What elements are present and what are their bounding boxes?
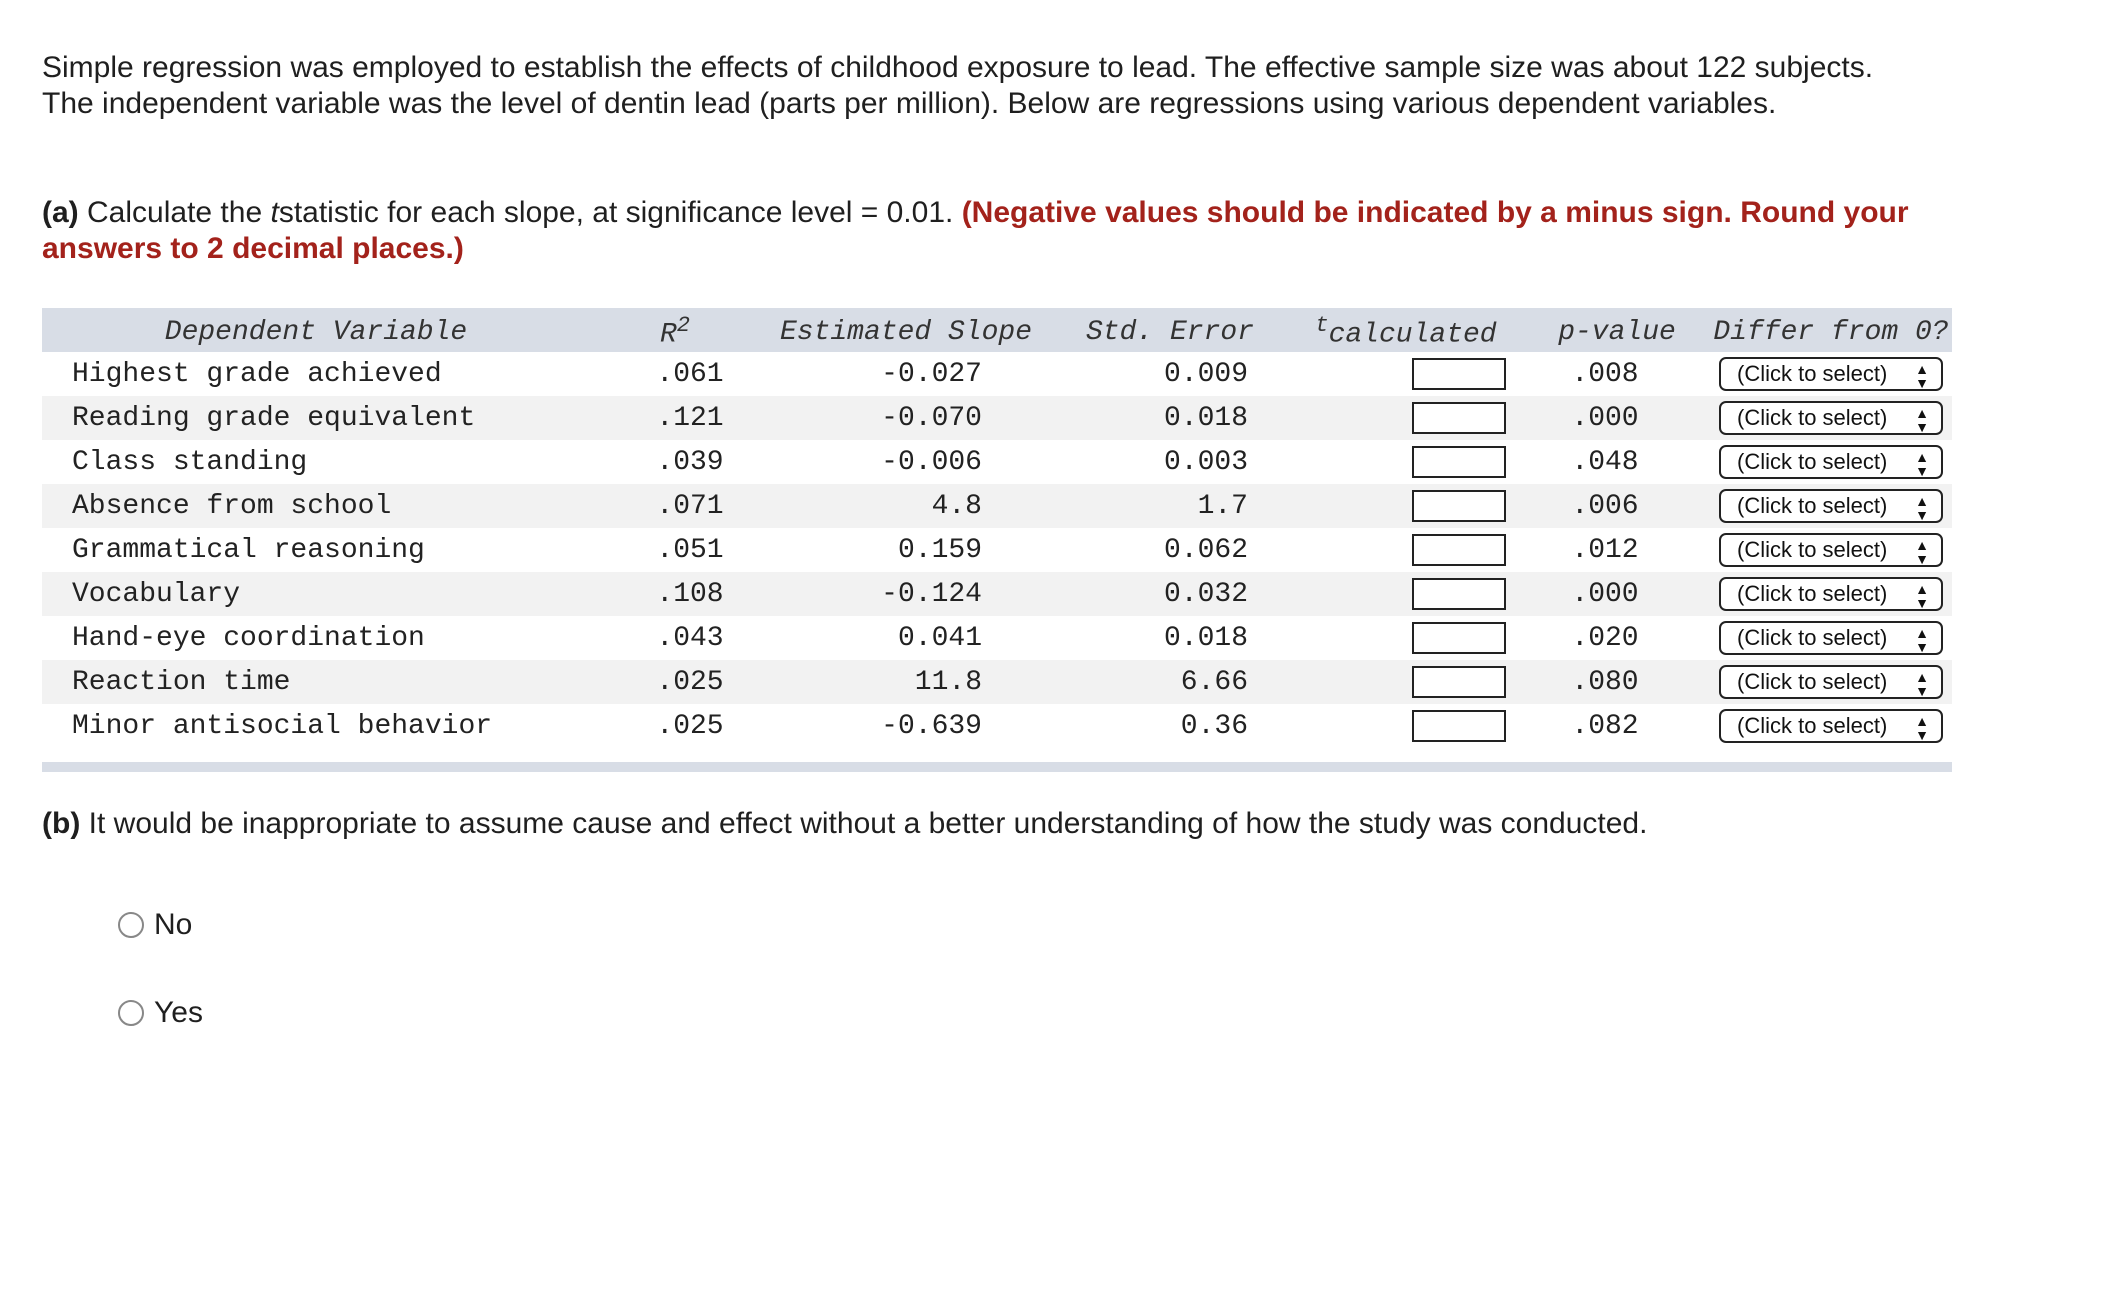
differ-from-0-select[interactable] [1719,621,1943,655]
cell-r2: .071 [656,490,724,522]
cell-r2: .025 [656,710,724,742]
cell-r2: .043 [656,622,724,654]
table-row [42,484,1952,528]
part-a-text-before: Calculate the [87,196,263,229]
cell-p-value: .082 [1571,710,1639,742]
cell-p-value: .000 [1571,402,1639,434]
t-calculated-input[interactable] [1412,402,1506,434]
header-p-value: p-value [1558,316,1676,348]
t-calculated-input[interactable] [1412,666,1506,698]
cell-differ-from-0 [1710,704,1952,748]
cell-std-error: 0.36 [1180,710,1248,742]
cell-dependent-variable: Absence from school [72,490,392,522]
cell-estimated-slope: -0.124 [881,578,982,610]
cell-t-calculated [1288,440,1524,484]
select-arrows-icon: ▲ ▼ [1915,537,1929,567]
cell-p-value: .048 [1571,446,1639,478]
cell-dependent-variable: Highest grade achieved [72,358,442,390]
regression-table [42,308,1952,748]
cell-std-error: 0.062 [1163,534,1248,566]
cell-dependent-variable: Minor antisocial behavior [72,710,493,742]
cell-differ-from-0 [1710,572,1952,616]
cell-dependent-variable: Grammatical reasoning [72,534,425,566]
part-a-text-after: statistic for each slope, at significance level = 0.01. [278,196,954,229]
cell-dependent-variable: Class standing [72,446,308,478]
differ-from-0-select[interactable] [1719,357,1943,391]
cell-r2: .061 [656,358,724,390]
radio-option-no[interactable] [118,908,192,942]
part-a-label: (a) [42,196,79,229]
header-r2: $R^2$ [659,313,690,351]
table-row [42,352,1952,396]
cell-differ-from-0 [1710,528,1952,572]
cell-t-calculated [1288,528,1524,572]
part-b-label: (b) [42,807,81,840]
cell-t-calculated [1288,572,1524,616]
radio-button-no[interactable] [118,912,144,938]
table-body [42,352,1952,748]
header-differ-from-0: Differ from 0? [1713,316,1949,348]
cell-r2: .108 [656,578,724,610]
select-value: (Click to select) [1737,361,1888,386]
cell-t-calculated [1288,352,1524,396]
differ-from-0-select[interactable] [1719,533,1943,567]
table-row [42,396,1952,440]
table-row [42,572,1952,616]
table-row [42,528,1952,572]
select-arrows-icon: ▲ ▼ [1915,581,1929,611]
cell-estimated-slope: 11.8 [914,666,982,698]
cell-dependent-variable: Hand-eye coordination [72,622,425,654]
cell-std-error: 0.018 [1163,622,1248,654]
table-row [42,660,1952,704]
select-value: (Click to select) [1737,449,1888,474]
select-arrows-icon: ▲ ▼ [1915,669,1929,699]
differ-from-0-select[interactable] [1719,489,1943,523]
t-symbol: t [270,196,279,229]
cell-std-error: 0.003 [1163,446,1248,478]
select-value: (Click to select) [1737,493,1888,518]
part-a-instruction: (Negative values should be indicated by a minus sign. Round your answers to 2 decimal places.) [42,196,1909,265]
select-arrows-icon: ▲ ▼ [1915,625,1929,655]
cell-r2: .039 [656,446,724,478]
part-b-prompt [42,806,1922,842]
t-calculated-input[interactable] [1412,490,1506,522]
part-a-prompt [42,195,1922,267]
cell-differ-from-0 [1710,484,1952,528]
cell-estimated-slope: 4.8 [931,490,982,522]
header-t-calculated: $^t$calculated [1315,313,1497,351]
cell-p-value: .020 [1571,622,1639,654]
cell-t-calculated [1288,396,1524,440]
t-calculated-input[interactable] [1412,358,1506,390]
cell-std-error: 0.032 [1163,578,1248,610]
t-calculated-input[interactable] [1412,534,1506,566]
t-calculated-input[interactable] [1412,446,1506,478]
cell-dependent-variable: Reaction time [72,666,291,698]
table-row [42,440,1952,484]
cell-r2: .025 [656,666,724,698]
select-value: (Click to select) [1737,581,1888,606]
differ-from-0-select[interactable] [1719,577,1943,611]
select-arrows-icon: ▲ ▼ [1915,405,1929,435]
radio-option-yes[interactable] [118,996,203,1030]
differ-from-0-select[interactable] [1719,709,1943,743]
header-dependent-variable: Dependent Variable [164,316,468,348]
select-value: (Click to select) [1737,625,1888,650]
t-calculated-input[interactable] [1412,622,1506,654]
cell-std-error: 6.66 [1180,666,1248,698]
radio-button-yes[interactable] [118,1000,144,1026]
select-arrows-icon: ▲ ▼ [1915,713,1929,743]
cell-estimated-slope: -0.070 [881,402,982,434]
cell-std-error: 1.7 [1197,490,1248,522]
select-value: (Click to select) [1737,537,1888,562]
cell-estimated-slope: -0.006 [881,446,982,478]
cell-t-calculated [1288,704,1524,748]
radio-label-yes: Yes [154,996,203,1029]
select-value: (Click to select) [1737,405,1888,430]
cell-dependent-variable: Vocabulary [72,578,241,610]
header-std-error: Std. Error [1085,316,1255,348]
cell-p-value: .080 [1571,666,1639,698]
radio-label-no: No [154,908,193,941]
cell-t-calculated [1288,616,1524,660]
cell-estimated-slope: -0.027 [881,358,982,390]
select-arrows-icon: ▲ ▼ [1915,361,1929,391]
cell-t-calculated [1288,660,1524,704]
select-value: (Click to select) [1737,713,1888,738]
cell-differ-from-0 [1710,616,1952,660]
cell-std-error: 0.009 [1163,358,1248,390]
differ-from-0-select[interactable] [1719,665,1943,699]
t-calculated-input[interactable] [1412,710,1506,742]
select-arrows-icon: ▲ ▼ [1915,449,1929,479]
cell-differ-from-0 [1710,440,1952,484]
cell-p-value: .000 [1571,578,1639,610]
cell-differ-from-0 [1710,660,1952,704]
table-bottom-divider [42,762,1952,772]
select-value: (Click to select) [1737,669,1888,694]
cell-std-error: 0.018 [1163,402,1248,434]
t-calculated-input[interactable] [1412,578,1506,610]
cell-r2: .051 [656,534,724,566]
header-estimated-slope: Estimated Slope [779,316,1033,348]
part-b-text: It would be inappropriate to assume cause and effect without a better understanding of how the study was conducted. [88,807,1648,840]
cell-dependent-variable: Reading grade equivalent [72,402,476,434]
cell-r2: .121 [656,402,724,434]
cell-t-calculated [1288,484,1524,528]
differ-from-0-select[interactable] [1719,445,1943,479]
cell-p-value: .006 [1571,490,1639,522]
differ-from-0-select[interactable] [1719,401,1943,435]
table-row [42,704,1952,748]
table-row [42,616,1952,660]
cell-p-value: .012 [1571,534,1639,566]
cell-estimated-slope: -0.639 [881,710,982,742]
cell-differ-from-0 [1710,396,1952,440]
cell-differ-from-0 [1710,352,1952,396]
cell-estimated-slope: 0.041 [897,622,982,654]
select-arrows-icon: ▲ ▼ [1915,493,1929,523]
cell-estimated-slope: 0.159 [897,534,982,566]
cell-p-value: .008 [1571,358,1639,390]
intro-text: Simple regression was employed to establish the effects of childhood exposure to lead. The effective sample size was about 122 subjects. The independent variable was the level of dentin lead (parts per million). Below are regressions using various dependent variables. [42,51,1874,120]
regression-table-container [42,308,1952,772]
table-header-row [42,308,1952,352]
